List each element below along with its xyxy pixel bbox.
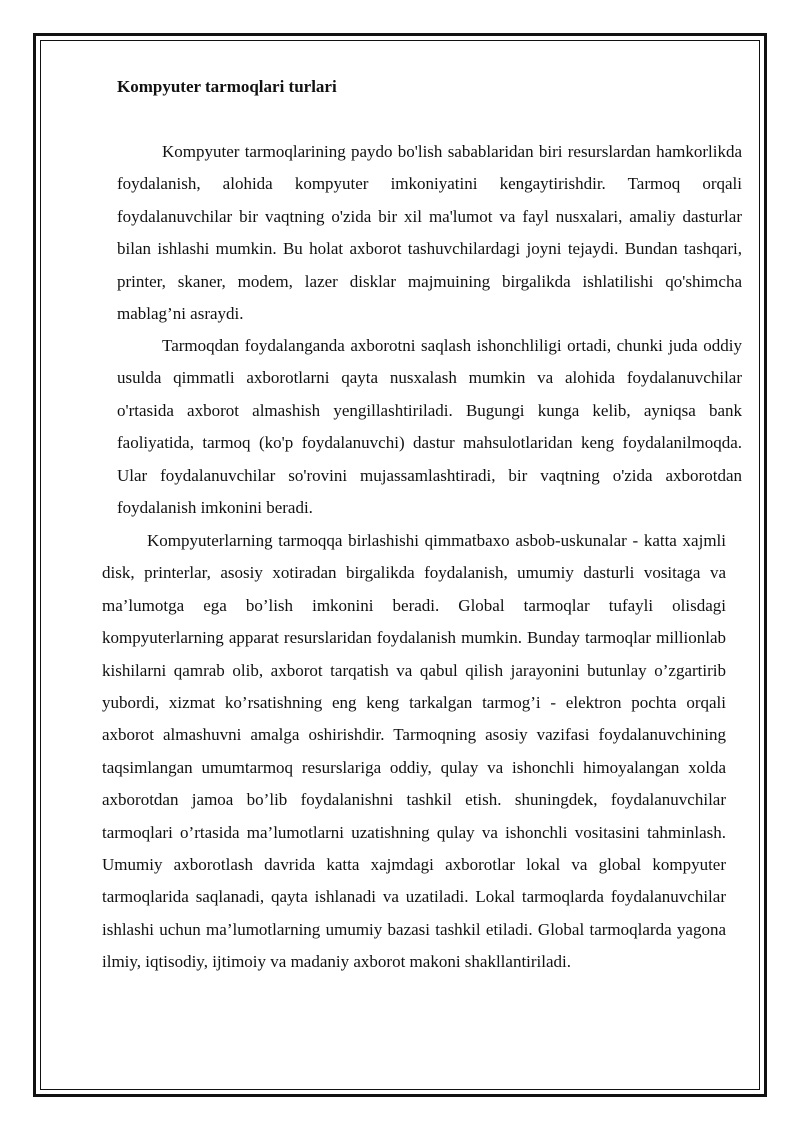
paragraph-3: Kompyuterlarning tarmoqqa birlashishi qimmatbaxo asbob-uskunalar - katta xajmli disk, printerlar, asosiy xotiradan birgalikda foydalanish, umumiy dasturli vositaga va ma’lumotga ega bo’lish imkonini beradi. Global tarmoqlar tufayli olisdagi kompyuterlarning apparat resurslaridan foydalanish mumkin. Bunday tarmoqlar millionlab kishilarni qamrab olib, axborot tarqatish va qabul qilish jarayonini butunlay o’zgartirib yubordi, xizmat ko’rsatishning eng keng tarkalgan tarmog’i - elektron pochta orqali axborot almashuvni amalga oshirishdir. Tarmoqning asosiy vazifasi foydalanuvchining taqsimlangan umumtarmoq resurslariga oddiy, qulay va ishonchli himoyalangan xolda axborotdan jamoa bo’lib foydalanishni tashkil etish. shuningdek, foydalanuvchilar tarmoqlari o’rtasida ma’lumotlarni uzatishning qulay va ishonchli vositasini tahminlash. Umumiy axborotlash davrida katta xajmdagi axborotlar lokal va global kompyuter tarmoqlarida saqlanadi, qayta ishlanadi va uzatiladi. Lokal tarmoqlarda foydalanuvchilar ishlashi uchun ma’lumotlarning umumiy bazasi tashkil etiladi. Global tarmoqlarda yagona ilmiy, iqtisodiy, ijtimoiy va madaniy axborot makoni shakllantiriladi. <box>102 531 726 972</box>
document-heading: Kompyuter tarmoqlari turlari <box>117 77 337 96</box>
paragraph-1: Kompyuter tarmoqlarining paydo bo'lish sabablaridan biri resurslardan hamkorlikda foydalanish, alohida kompyuter imkoniyatini kengaytirishdir. Tarmoq orqali foydalanuvchilar bir vaqtning o'zida bir xil ma'lumot va fayl nusxalari, amaliy dasturlar bilan ishlashi mumkin. Bu holat axborot tashuvchilardagi joyni tejaydi. Bundan tashqari, printer, skaner, modem, lazer disklar majmuining birgalikda ishlatilishi qo'shimcha mablag’ni asraydi. <box>117 142 742 324</box>
paragraph-2: Tarmoqdan foydalanganda axborotni saqlash ishonchliligi ortadi, chunki juda oddiy usulda qimmatli axborotlarni qayta nusxalash mumkin va alohida foydalanuvchilar o'rtasida axborot almashish yengillashtiriladi. Bugungi kunga kelib, ayniqsa bank faoliyatida, tarmoq (ko'p foydalanuvchi) dastur mahsulotlaridan keng foydalanilmoqda. Ular foydalanuvchilar so'rovini mujassamlashtiradi, bir vaqtning o'zida axborotdan foydalanish imkonini beradi. <box>117 336 742 518</box>
